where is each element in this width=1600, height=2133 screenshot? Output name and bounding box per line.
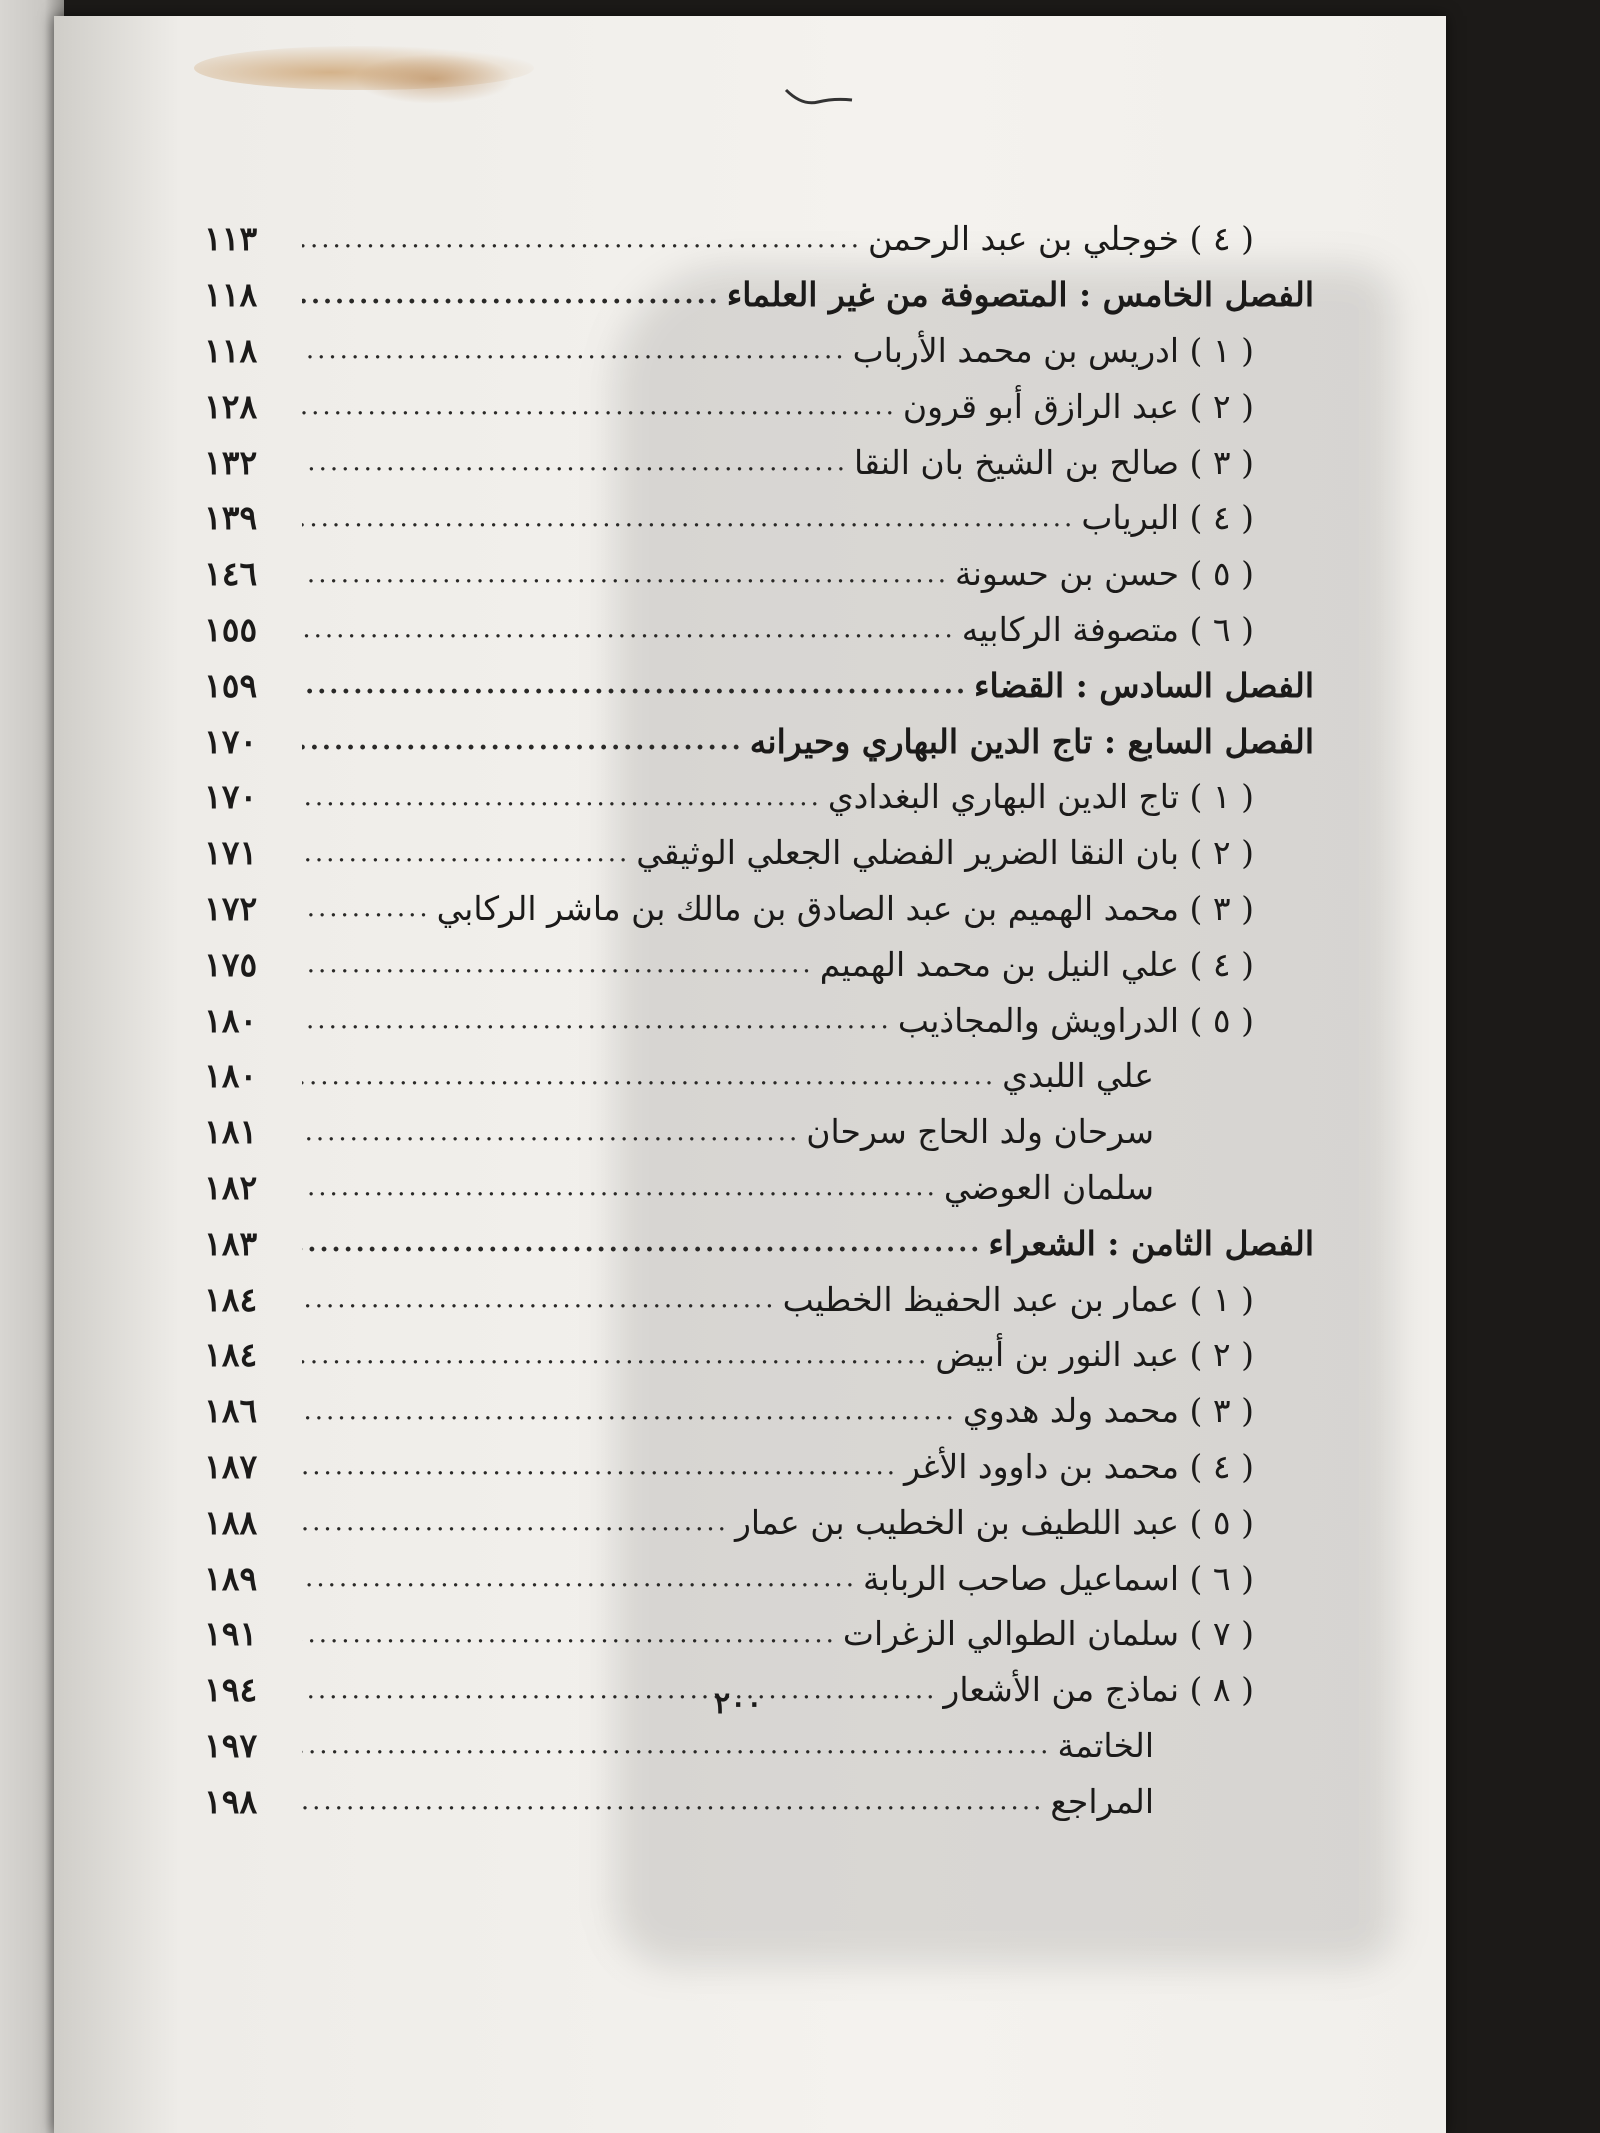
toc-entry-row	[204, 1718, 1314, 1774]
toc-page-number: ١٩١	[204, 1614, 258, 1654]
toc-entry-title: ( ٣ ) محمد ولد هدوي	[962, 1391, 1254, 1431]
dot-leader	[302, 1786, 1044, 1816]
toc-chapter-row	[204, 267, 1314, 323]
toc-entry-title: ( ٤ ) محمد بن داوود الأغر	[903, 1446, 1254, 1486]
toc-chapter-row	[204, 713, 1314, 769]
toc-entry-row	[204, 1439, 1314, 1495]
toc-page-number: ١٨٧	[204, 1446, 258, 1486]
toc-page-number: ١٣٩	[204, 498, 258, 538]
toc-page-number: ١٤٦	[204, 554, 258, 594]
dot-leader	[302, 949, 814, 979]
dot-leader	[302, 1228, 982, 1258]
toc-page-number: ١٥٩	[204, 665, 258, 705]
toc-entry-row	[204, 1606, 1314, 1662]
toc-entry-row	[204, 936, 1314, 992]
toc-page-number: ١٧٢	[204, 888, 258, 928]
pen-mark	[784, 86, 854, 108]
toc-page-number: ١٢٨	[204, 386, 258, 426]
toc-entry-row	[204, 1271, 1314, 1327]
toc-entry-title: الفصل الخامس : المتصوفة من غير العلماء	[726, 275, 1314, 315]
dot-leader	[302, 224, 862, 254]
toc-entry-title: الفصل السادس : القضاء	[974, 665, 1314, 705]
dot-leader	[302, 1005, 892, 1035]
toc-page-number: ١١٣	[204, 219, 258, 259]
toc-entry-row	[204, 825, 1314, 881]
dot-leader	[302, 503, 1075, 533]
toc-chapter-row	[204, 1215, 1314, 1271]
dot-leader	[302, 614, 956, 644]
dot-leader	[302, 391, 897, 421]
toc-page-number: ١٩٨	[204, 1781, 258, 1821]
toc-entry-title: ( ٢ ) عبد الرازق أبو قرون	[902, 386, 1254, 426]
toc-page-number: ١٩٤	[204, 1670, 258, 1710]
dot-leader	[302, 893, 431, 923]
dot-leader	[302, 1507, 729, 1537]
toc-entry-title: ( ١ ) ادريس بن محمد الأرباب	[852, 330, 1254, 370]
dot-leader	[302, 1284, 777, 1314]
toc-page-number: ١١٨	[204, 275, 258, 315]
toc-entry-title: ( ٣ ) صالح بن الشيخ بان النقا	[854, 442, 1254, 482]
toc-entry-title: ( ٦ ) اسماعيل صاحب الربابة	[863, 1558, 1254, 1598]
dot-leader	[302, 1340, 929, 1370]
toc-entry-title: الفصل الثامن : الشعراء	[988, 1223, 1314, 1263]
dot-leader	[302, 1061, 996, 1091]
toc-entry-title: ( ١ ) تاج الدين البهاري البغدادي	[827, 777, 1254, 817]
toc-page-number: ١٩٧	[204, 1725, 258, 1765]
dot-leader	[302, 670, 968, 700]
dot-leader	[302, 1563, 857, 1593]
toc-entry-title: ( ٤ ) البرياب	[1081, 498, 1254, 538]
book-page	[54, 16, 1446, 2133]
dot-leader	[302, 1730, 1051, 1760]
toc-entry-row	[204, 1048, 1314, 1104]
toc-entry-row	[204, 211, 1314, 267]
page-stain	[354, 54, 514, 104]
toc-entry-row	[204, 378, 1314, 434]
toc-page-number: ١٨٤	[204, 1279, 258, 1319]
toc-entry-row	[204, 1160, 1314, 1216]
toc-entry-row	[204, 769, 1314, 825]
toc-entry-title: ( ٥ ) عبد اللطيف بن الخطيب بن عمار	[734, 1502, 1254, 1542]
toc-entry-row	[204, 992, 1314, 1048]
toc-entry-row	[204, 323, 1314, 379]
toc-entry-title: ( ٨ ) نماذج من الأشعار	[943, 1670, 1254, 1710]
toc-page-number: ١٧٥	[204, 944, 258, 984]
toc-page-number: ١٧٠	[204, 777, 258, 817]
table-of-contents	[204, 211, 1314, 1829]
toc-entry-title: ( ٢ ) بان النقا الضرير الفضلي الجعلي الوثيقي	[636, 833, 1254, 873]
dot-leader	[302, 1117, 800, 1147]
toc-page-number: ١٨٩	[204, 1558, 258, 1598]
toc-entry-title: ( ٤ ) خوجلي بن عبد الرحمن	[867, 219, 1254, 259]
toc-entry-row	[204, 1550, 1314, 1606]
toc-entry-title: ( ٤ ) علي النيل بن محمد الهميم	[819, 944, 1254, 984]
toc-page-number: ١٨٦	[204, 1391, 258, 1431]
dot-leader	[302, 1619, 837, 1649]
toc-page-number: ١٥٥	[204, 609, 258, 649]
toc-page-number: ١٨٨	[204, 1502, 258, 1542]
toc-entry-title: ( ٦ ) متصوفة الركابيه	[961, 609, 1254, 649]
toc-page-number: ١٨٠	[204, 1000, 258, 1040]
toc-page-number: ١١٨	[204, 330, 258, 370]
toc-entry-title: ( ٣ ) محمد الهميم بن عبد الصادق بن مالك بن ماشر الركابي	[436, 888, 1254, 928]
page-number: ٢٠٠	[714, 1686, 763, 1721]
toc-entry-title: علي اللبدي	[1002, 1056, 1154, 1096]
toc-entry-row	[204, 1383, 1314, 1439]
toc-page-number: ١٨٣	[204, 1223, 258, 1263]
dot-leader	[302, 1396, 957, 1426]
toc-page-number: ١٨٢	[204, 1167, 258, 1207]
dot-leader	[302, 726, 744, 756]
dot-leader	[302, 1172, 938, 1202]
toc-page-number: ١٨٤	[204, 1335, 258, 1375]
toc-entry-title: سلمان العوضي	[943, 1167, 1154, 1207]
toc-entry-title: المراجع	[1050, 1781, 1154, 1821]
toc-entry-row	[204, 434, 1314, 490]
toc-entry-row	[204, 1494, 1314, 1550]
dot-leader	[302, 782, 822, 812]
toc-entry-row	[204, 1773, 1314, 1829]
dot-leader	[302, 447, 848, 477]
toc-entry-row	[204, 602, 1314, 658]
toc-page-number: ١٨٠	[204, 1056, 258, 1096]
toc-page-number: ١٧٠	[204, 721, 258, 761]
toc-page-number: ١٧١	[204, 833, 258, 873]
toc-page-number: ١٣٢	[204, 442, 258, 482]
toc-entry-row	[204, 1104, 1314, 1160]
toc-entry-title: ( ٥ ) الدراويش والمجاذيب	[897, 1000, 1254, 1040]
toc-entry-title: الخاتمة	[1057, 1725, 1154, 1765]
dot-leader	[302, 280, 721, 310]
toc-entry-title: ( ٥ ) حسن بن حسونة	[955, 554, 1254, 594]
toc-entry-title: سرحان ولد الحاج سرحان	[806, 1112, 1154, 1152]
toc-entry-title: ( ١ ) عمار بن عبد الحفيظ الخطيب	[782, 1279, 1254, 1319]
toc-entry-row	[204, 490, 1314, 546]
dot-leader	[302, 1451, 898, 1481]
toc-entry-title: ( ٢ ) عبد النور بن أبيض	[935, 1335, 1254, 1375]
toc-page-number: ١٨١	[204, 1112, 258, 1152]
dot-leader	[302, 335, 847, 365]
toc-entry-row	[204, 546, 1314, 602]
toc-entry-title: ( ٧ ) سلمان الطوالي الزغرات	[842, 1614, 1254, 1654]
dot-leader	[302, 1675, 937, 1705]
toc-chapter-row	[204, 657, 1314, 713]
toc-entry-row	[204, 881, 1314, 937]
toc-entry-title: الفصل السابع : تاج الدين البهاري وحيرانه	[749, 721, 1314, 761]
dot-leader	[302, 559, 949, 589]
dot-leader	[302, 838, 630, 868]
toc-entry-row	[204, 1327, 1314, 1383]
